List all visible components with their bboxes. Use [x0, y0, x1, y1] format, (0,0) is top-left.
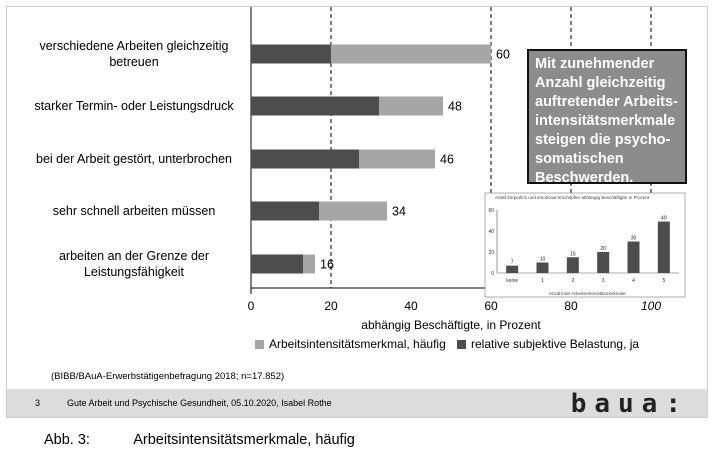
bar-dark — [251, 255, 303, 274]
data-label: 16 — [320, 257, 334, 272]
x-tick-label: 20 — [324, 299, 338, 313]
inset-y-tick: 60 — [488, 208, 494, 214]
inset-y-tick: 40 — [488, 229, 494, 235]
inset-bar — [658, 222, 670, 273]
category-label: sehr schnell arbeiten müssen — [52, 204, 216, 218]
legend-item-light — [255, 337, 446, 351]
callout-line: Mit zunehmender — [535, 56, 655, 72]
legend-swatch-dark — [457, 340, 466, 349]
legend-label-light: Arbeitsintensitätsmerkmal, häufig — [269, 337, 446, 351]
inset-x-tick: 1 — [541, 278, 544, 284]
x-tick-label: 40 — [404, 299, 418, 313]
data-label: 34 — [392, 204, 406, 219]
callout-line: steigen die psycho- — [535, 132, 671, 148]
legend-label-dark: relative subjektive Belastung, ja — [471, 337, 640, 351]
bar-dark — [251, 97, 379, 116]
callout-line: intensitätsmerkmale — [535, 113, 676, 129]
slide — [6, 6, 708, 418]
inset-x-tick: 3 — [601, 278, 605, 284]
category-label: bei der Arbeit gestört, unterbrochen — [36, 152, 232, 166]
inset-x-tick: keine — [506, 278, 519, 284]
caption-number: Abb. 3: — [44, 432, 90, 448]
inset-data-label: 49 — [661, 215, 667, 222]
category-label: verschiedene Arbeiten gleichzeitig betreuen — [39, 39, 229, 69]
inset-xlabel: Anzahl der Arbeitsintensitätsmerkmale — [549, 291, 626, 296]
bar-dark — [251, 202, 319, 221]
inset-x-tick: 4 — [632, 278, 635, 284]
x-tick-label: 80 — [564, 299, 578, 313]
x-tick-label: 0 — [247, 299, 255, 313]
inset-data-label: 15 — [570, 251, 576, 258]
bar-dark — [251, 45, 331, 64]
inset-bar — [628, 242, 640, 274]
inset-x-tick: 2 — [571, 278, 575, 284]
callout-line: somatischen — [535, 151, 624, 167]
callout-line: Beschwerden. — [535, 170, 634, 186]
data-label: 60 — [496, 47, 510, 62]
inset-y-tick: 20 — [488, 250, 494, 256]
baua-logo: baua: — [570, 389, 689, 418]
legend-item-dark — [457, 337, 639, 351]
callout-line: auftretender Arbeits- — [535, 94, 678, 110]
page-number: 3 — [35, 398, 41, 408]
inset-title: Anteil körperlich und emotional erschöpfter abhängig Beschäftigter in Prozent — [495, 195, 650, 200]
inset-data-label: 20 — [600, 246, 606, 252]
inset-x-tick: 5 — [662, 278, 666, 284]
footer-text: Gute Arbeit und Psychische Gesundheit, 05.10.2020, Isabel Rothe — [67, 398, 332, 408]
bar-dark — [251, 150, 359, 169]
callout-line: Anzahl gleichzeitig — [535, 75, 666, 91]
inset-data-label: 30 — [630, 235, 637, 242]
caption-text: Arbeitsintensitätsmerkmale, häufig — [133, 432, 355, 448]
inset-y-tick: 0 — [491, 271, 494, 277]
inset-bar — [506, 266, 518, 273]
footer-bar — [7, 389, 707, 417]
category-label: starker Termin- oder Leistungsdruck — [34, 99, 234, 113]
legend-swatch-light — [255, 340, 264, 349]
data-label: 48 — [448, 99, 462, 114]
callout-box — [527, 49, 687, 184]
x-axis-title: abhängig Beschäftigte, in Prozent — [361, 318, 541, 332]
inset-bar — [567, 257, 579, 273]
source-note: (BIBB/BAuA-Erwerbstätigenbefragung 2018; n=17.852) — [51, 371, 285, 382]
category-label: arbeiten an der Grenze der Leistungsfähigkeit — [58, 249, 210, 279]
figure-caption — [44, 432, 355, 448]
inset-data-label: 7 — [510, 259, 514, 266]
x-tick-label: 60 — [484, 299, 498, 313]
inset-bar — [597, 252, 609, 273]
inset-bar — [537, 263, 549, 274]
data-label: 46 — [440, 152, 454, 167]
inset-data-label: 10 — [539, 256, 546, 263]
x-tick-label: 100 — [640, 299, 662, 313]
